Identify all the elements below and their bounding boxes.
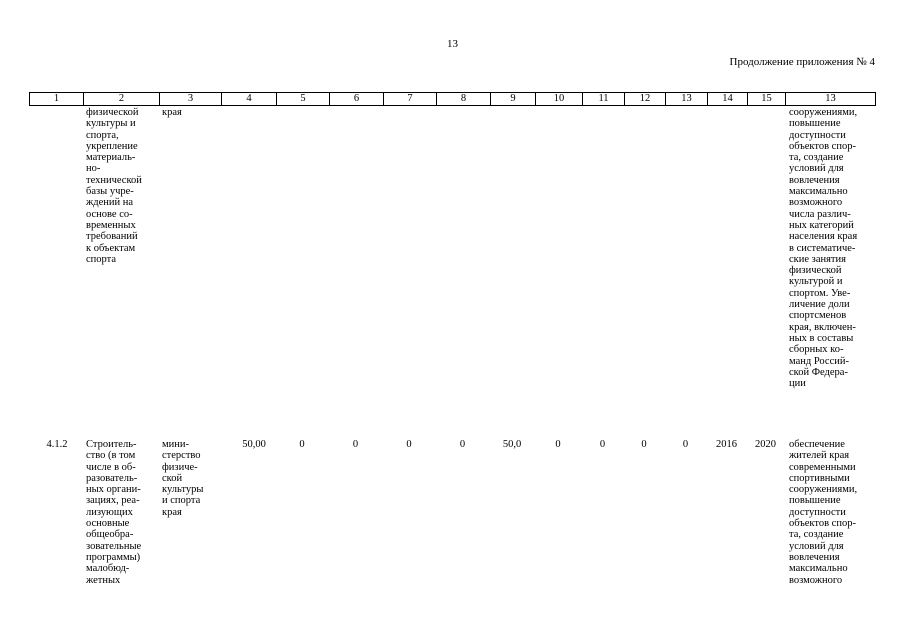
- header-col-10: 10: [553, 93, 565, 104]
- row-4-1-2-col12: 0: [641, 439, 647, 450]
- header-col-5: 5: [300, 93, 306, 104]
- header-col-4: 4: [246, 93, 252, 104]
- header-col-14: 14: [722, 93, 733, 104]
- row-4-1-2-total: 50,00: [242, 439, 266, 450]
- row-4-1-2-col10: 0: [555, 439, 561, 450]
- row-4-1-2-col6: 0: [352, 439, 359, 450]
- header-col-12: 12: [639, 93, 651, 104]
- row-4-1-2-start-year: 2016: [716, 439, 737, 450]
- header-col-9: 9: [510, 93, 516, 104]
- program-table: [29, 92, 876, 586]
- row-4-1-2-code: 4.1.2: [46, 439, 68, 450]
- table-header-row: [29, 92, 876, 106]
- page-number: 13: [447, 38, 458, 50]
- row-4-1-2-end-year: 2020: [755, 439, 776, 450]
- row-4-1-2-result: обеспечение жителей края современными спортивными сооружениями, повышение доступности объектов спор- та, создание условий для вовлечения максимально возможного: [789, 439, 858, 586]
- row-4-1-2-col9: 50,0: [502, 439, 522, 450]
- continuation-label: Продолжение приложения № 4: [729, 56, 875, 68]
- continuation-result-text: сооружениями, повышение доступности объектов спор- та, создание условий для вовлечения максимально возможного числа различ- ных категорий населения края в систематиче- ские занятия физической культурой и спортом. Уве- личение доли спортсменов края, включен- ных в составы сборных ко- манд Россий- ской Федера- ции: [789, 107, 858, 390]
- continuation-measure-text: физической культуры и спорта, укрепление материаль- но- технической базы учре- ждений на основе со- временных требований к объектам спорта: [86, 107, 142, 265]
- header-col-13: 13: [681, 93, 692, 104]
- header-col-3: 3: [187, 93, 194, 104]
- row-4-1-2-col7: 0: [406, 439, 412, 450]
- header-col-1: 1: [53, 93, 60, 104]
- row-4-1-2-col13: 0: [682, 439, 689, 450]
- row-4-1-2-col11: 0: [599, 439, 606, 450]
- row-4-1-2-col5: 0: [299, 439, 305, 450]
- header-col-11: 11: [598, 93, 609, 104]
- header-col-15: 15: [761, 93, 772, 104]
- continuation-executor-text: края: [162, 107, 182, 118]
- header-col-16: 13: [825, 93, 836, 104]
- header-col-7: 7: [407, 93, 413, 104]
- header-col-2: 2: [118, 93, 125, 104]
- row-4-1-2-col8: 0: [459, 439, 466, 450]
- row-4-1-2-executor: мини- стерство физиче- ской культуры и спорта края: [162, 439, 204, 518]
- header-col-8: 8: [460, 93, 467, 104]
- row-4-1-2-name: Строитель- ство (в том числе в об- разователь- ных органи- зациях, реа- лизующих основные общеобра- зовательные программы) малобюд- жетных: [86, 439, 142, 586]
- header-col-6: 6: [353, 93, 360, 104]
